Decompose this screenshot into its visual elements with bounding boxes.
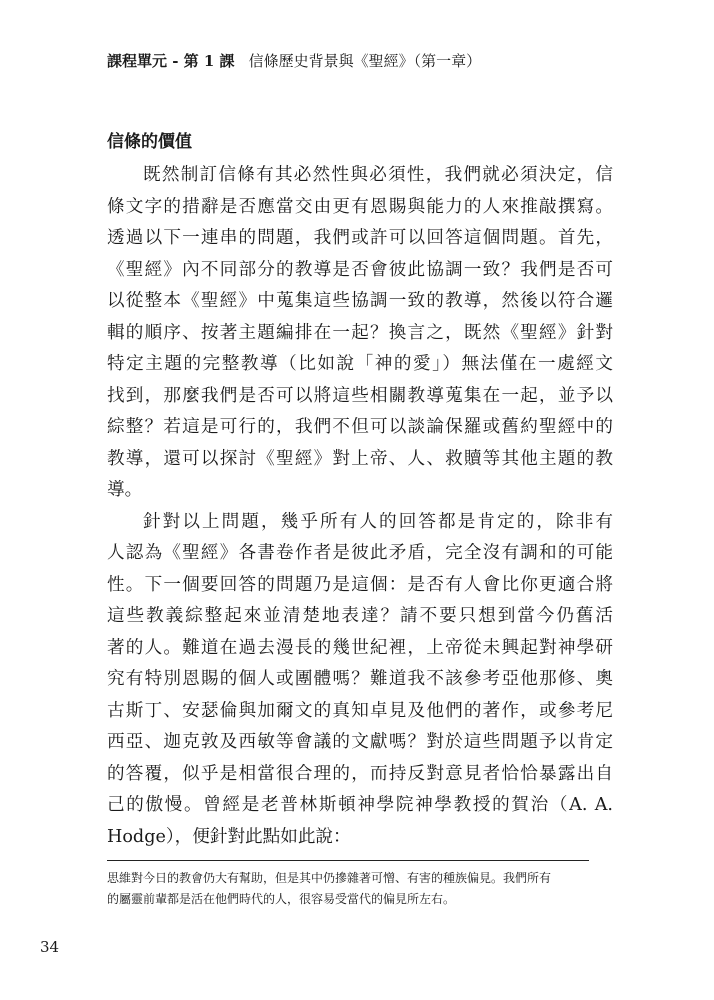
paragraph-2-line: 著的人。難道在過去漫長的幾世紀裡，上帝從未興起對神學研 (107, 637, 613, 658)
paragraph-2-line: 西亞、迦克敦及西敏等會議的文獻嗎？對於這些問題予以肯定 (107, 732, 613, 752)
paragraph-1-line: 既然制訂信條有其必然性與必須性，我們就必須決定，信 (143, 165, 613, 185)
paragraph-1-line: 《聖經》內不同部分的教導是否會彼此協調一致？我們是否可 (107, 259, 613, 280)
paragraph-1-line: 以從整本《聖經》中蒐集這些協調一致的教導，然後以符合邏 (107, 291, 613, 311)
footnote (107, 868, 627, 910)
paragraph-1-line: 綜整？若這是可行的，我們不但可以談論保羅或舊約聖經中的 (107, 417, 613, 437)
footnote-line: 的屬靈前輩都是活在他們時代的人，很容易受當代的偏見所左右。 (107, 892, 456, 906)
paragraph-2-line: 古斯丁、安瑟倫與加爾文的真知卓見及他們的著作，或參考尼 (107, 700, 613, 721)
running-header (107, 50, 627, 71)
course-label: 課程單元 - 第 1 課 (107, 52, 235, 70)
footnote-divider (107, 860, 589, 861)
paragraph-2-line: 己的傲慢。曾經是老普林斯頓神學院神學教授的賀治（A. A. (107, 795, 613, 815)
paragraph-2-line: 的答覆，似乎是相當很合理的，而持反對意見者恰恰暴露出自 (107, 763, 613, 784)
body-text (107, 160, 613, 853)
paragraph-1-line: 特定主題的完整教導（比如說「神的愛」）無法僅在一處經文 (107, 354, 613, 374)
paragraph-2-line: 人認為《聖經》各書卷作者是彼此矛盾，完全沒有調和的可能 (107, 543, 613, 563)
paragraph-2-line: 針對以上問題，幾乎所有人的回答都是肯定的，除非有 (143, 511, 613, 532)
section-heading: 信條的價值 (107, 132, 192, 152)
page-number: 34 (40, 938, 60, 956)
paragraph-1-line: 教導，還可以探討《聖經》對上帝、人、救贖等其他主題的教 (107, 448, 613, 469)
paragraph-2-line: Hodge），便針對此點如此說： (107, 826, 351, 847)
chapter-title: 信條歷史背景與《聖經》（第一章） (248, 52, 482, 70)
paragraph-2-line: 這些教義綜整起來並清楚地表達？請不要只想到當今仍舊活 (107, 606, 613, 626)
paragraph-2-line: 性。下一個要回答的問題乃是這個：是否有人會比你更適合將 (107, 574, 613, 595)
paragraph-2-line: 究有特別恩賜的個人或團體嗎？難道我不該參考亞他那修、奧 (107, 669, 613, 689)
paragraph-1-line: 找到，那麼我們是否可以將這些相關教導蒐集在一起，並予以 (107, 385, 613, 406)
paragraph-1-line: 輯的順序、按著主題編排在一起？換言之，既然《聖經》針對 (107, 322, 613, 343)
paragraph-1-line: 導。 (107, 480, 143, 500)
footnote-line: 思維對今日的教會仍大有幫助，但是其中仍摻雜著可憎、有害的種族偏見。我們所有 (107, 871, 552, 885)
paragraph-1-line: 透過以下一連串的問題，我們或許可以回答這個問題。首先， (107, 228, 613, 248)
paragraph-1-line: 條文字的措辭是否應當交由更有恩賜與能力的人來推敲撰寫。 (107, 196, 613, 217)
